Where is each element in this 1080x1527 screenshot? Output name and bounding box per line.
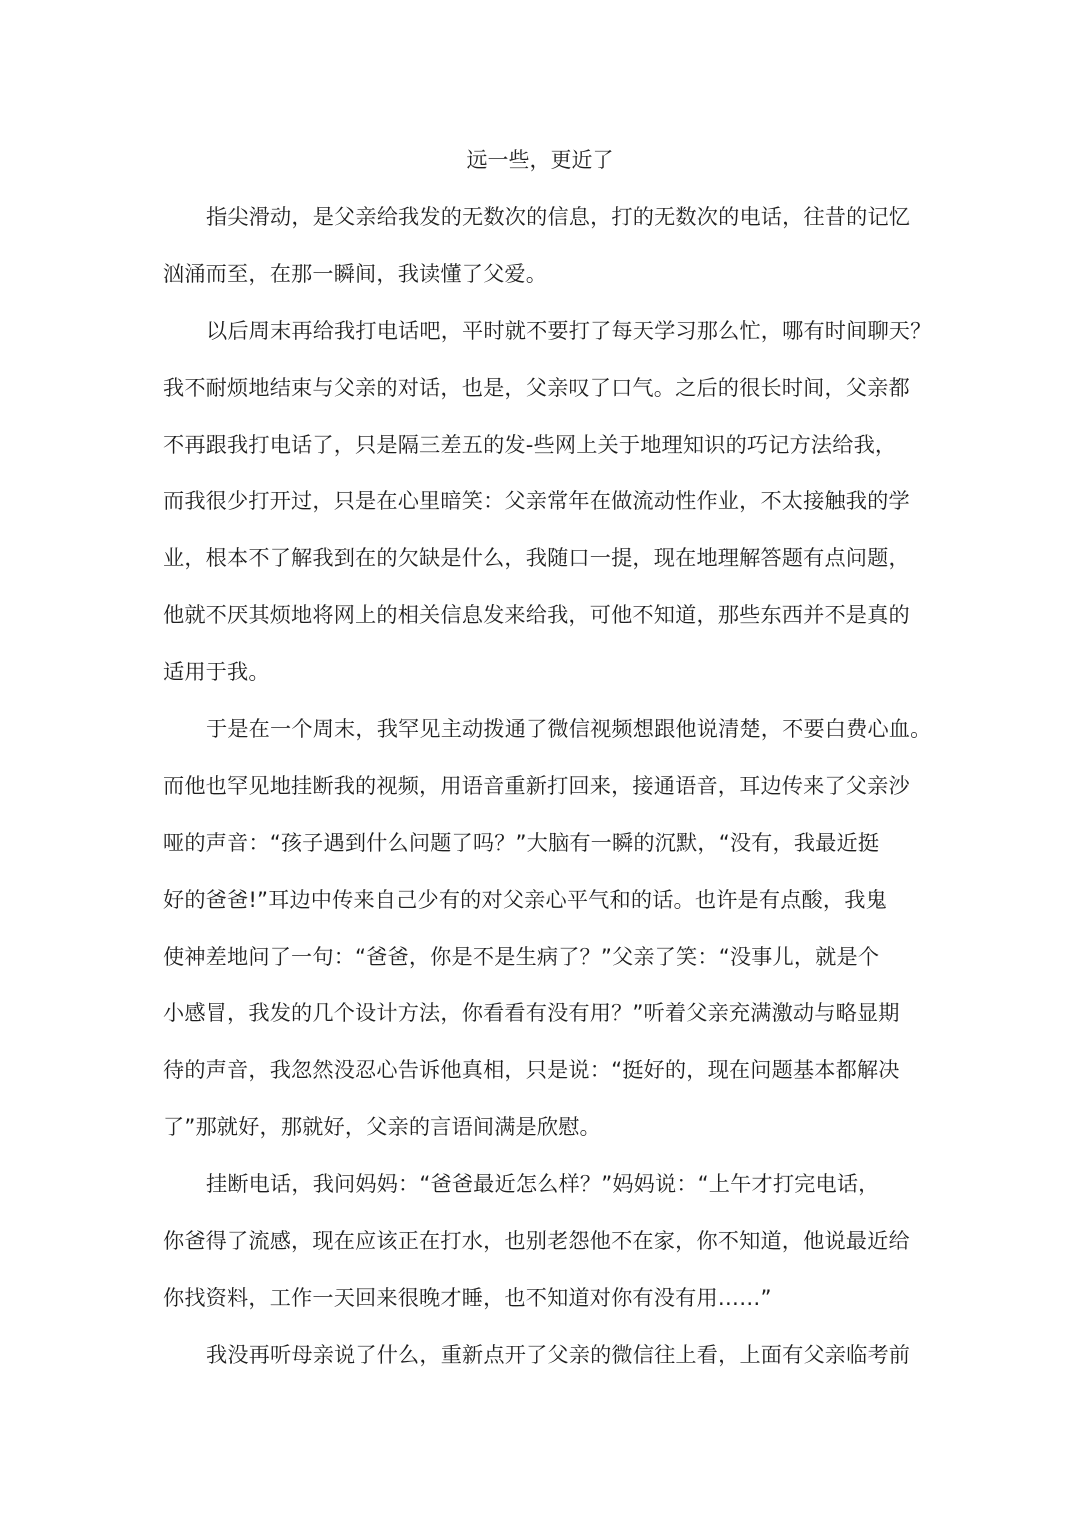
text-line: 使神差地问了一句：“爸爸，你是不是生病了？”父亲了笑：“没事儿，就是个 <box>163 943 880 969</box>
text-line: 你爸得了流感，现在应该正在打水，也别老怨他不在家，你不知道，他说最近给 <box>163 1228 910 1254</box>
text-line: 他就不厌其烦地将网上的相关信息发来给我，可他不知道，那些东西并不是真的 <box>163 602 910 628</box>
text-line: 哑的声音：“孩子遇到什么问题了吗？”大脑有一瞬的沉默，“没有，我最近挺 <box>163 829 880 855</box>
text-line: 不再跟我打电话了，只是隔三差五的发-些网上关于地理知识的巧记方法给我， <box>163 431 897 457</box>
text-line: 好的爸爸!”耳边中传来自己少有的对父亲心平气和的话。也许是有点酸，我鬼 <box>163 886 887 912</box>
text-line: 指尖滑动，是父亲给我发的无数次的信息，打的无数次的电话，往昔的记忆 <box>206 204 911 229</box>
text-line: 汹涌而至，在那一瞬间，我读懂了父爱。 <box>163 260 548 286</box>
text-line: 你找资料，工作一天回来很晚才睡，也不知道对你有没有用……” <box>163 1284 772 1310</box>
text-line: 待的声音，我忽然没忍心告诉他真相，只是说：“挺好的，现在问题基本都解决 <box>163 1057 900 1083</box>
text-line: 小感冒，我发的几个设计方法，你看看有没有用？”听着父亲充满激动与略显期 <box>163 1000 900 1026</box>
text-line: 业，根本不了解我到在的欠缺是什么，我随口一提，现在地理解答题有点问题， <box>163 545 910 571</box>
text-line: 挂断电话，我问妈妈：“爸爸最近怎么样？”妈妈说：“上午才打完电话， <box>206 1171 880 1197</box>
text-line: 我不耐烦地结束与父亲的对话，也是，父亲叹了口气。之后的很长时间，父亲都 <box>163 374 910 400</box>
text-line: 而我很少打开过，只是在心里暗笑：父亲常年在做流动性作业，不太接触我的学 <box>163 488 910 514</box>
document-body <box>163 200 932 1395</box>
text-line: 而他也罕见地挂断我的视频，用语音重新打回来，接通语音，耳边传来了父亲沙 <box>163 772 910 798</box>
text-line: 于是在一个周末，我罕见主动拨通了微信视频想跟他说清楚，不要白费心血。 <box>206 716 932 742</box>
text-line: 我没再听母亲说了什么，重新点开了父亲的微信往上看，上面有父亲临考前 <box>206 1341 911 1367</box>
text-line: 以后周末再给我打电话吧，平时就不要打了每天学习那么忙，哪有时间聊天？ <box>206 317 932 343</box>
document-title: 远一些，更近了 <box>466 148 614 172</box>
text-line: 适用于我。 <box>163 659 270 685</box>
text-line: 了”那就好，那就好，父亲的言语间满是欣慰。 <box>163 1114 601 1140</box>
